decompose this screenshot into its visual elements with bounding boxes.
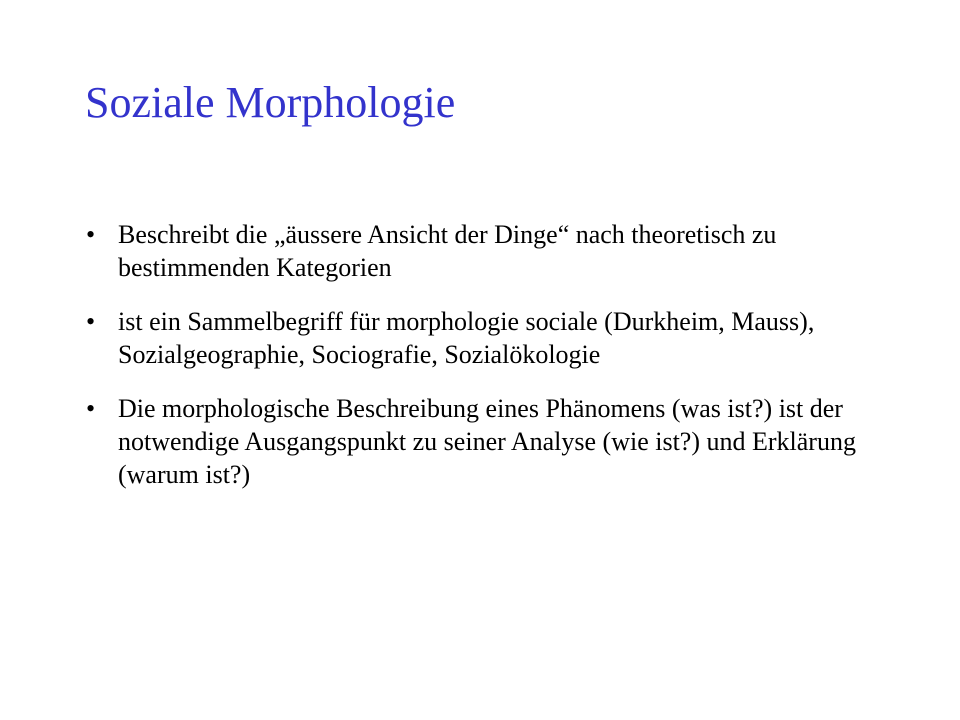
bullet-icon: • bbox=[86, 307, 96, 336]
bullet-text: Die morphologische Beschreibung eines Phänomens (was ist?) ist der notwendige Ausgangspunkt zu seiner Analyse (wie ist?) und Erklärung (warum ist?) bbox=[118, 394, 856, 489]
bullet-text: Beschreibt die „äussere Ansicht der Dinge“ nach theoretisch zu bestimmenden Kategorien bbox=[118, 220, 777, 282]
bullet-icon: • bbox=[86, 220, 96, 249]
bullet-list bbox=[82, 218, 882, 491]
bullet-icon: • bbox=[86, 394, 96, 423]
bullet-item bbox=[82, 392, 882, 491]
bullet-text: ist ein Sammelbegriff für morphologie sociale (Durkheim, Mauss), Sozialgeographie, Sociografie, Sozialökologie bbox=[118, 307, 815, 369]
bullet-item bbox=[82, 218, 882, 284]
slide-title: Soziale Morphologie bbox=[85, 78, 456, 127]
bullet-item bbox=[82, 305, 882, 371]
